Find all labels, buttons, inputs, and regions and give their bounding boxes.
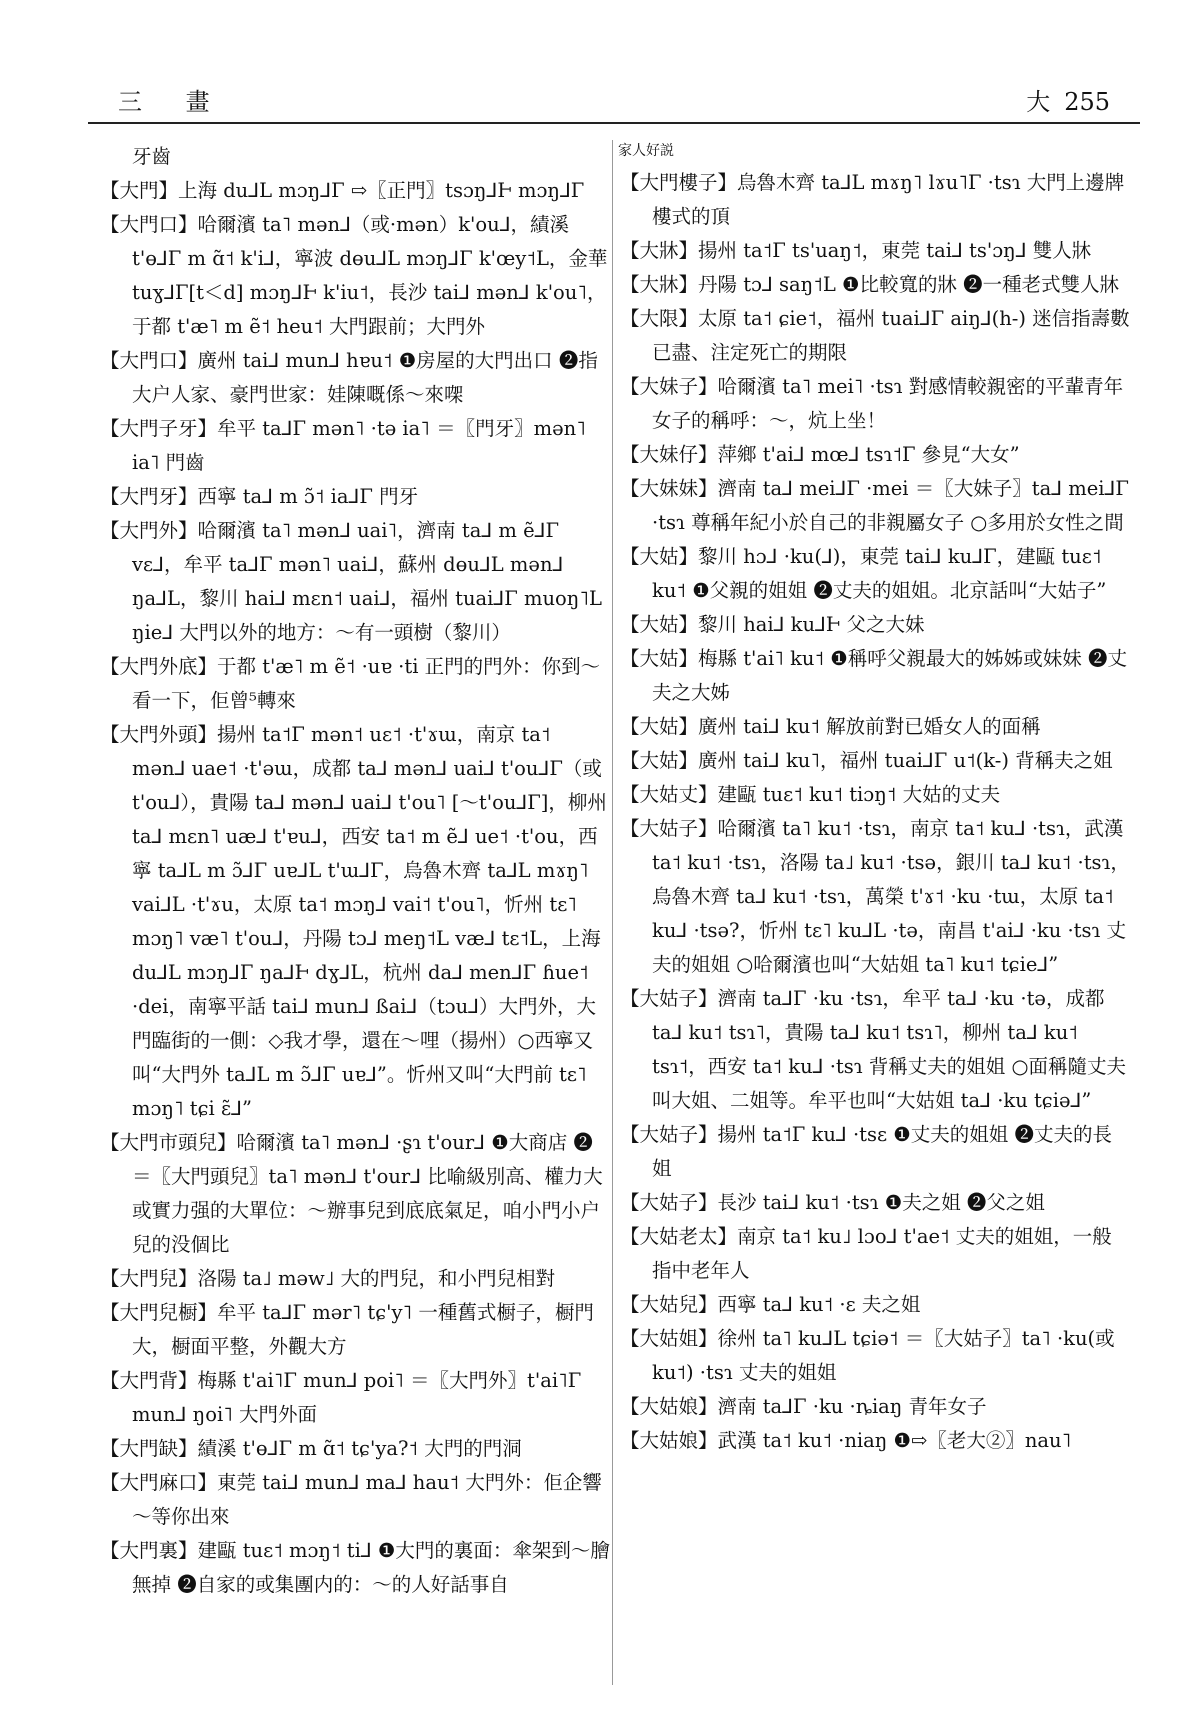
dictionary-entry: 【大門缺】績溪 t'ɵ⅃Γ m ɑ̃˦ tɕ'ya?˦ 大門的門洞 [100, 1437, 522, 1460]
dictionary-entry: 【大門裏】建甌 tuɛ˦ mɔŋ˦ ti⅃ ❶大門的裏面：傘架到～膾無掉 ❷自家的或集團内的：～的人好話事自 [100, 1539, 610, 1596]
dictionary-entry: 【大妹仔】萍鄉 t'ai⅃ mœ⅃ tsɿ˦Γ 參見“大女” [620, 443, 1020, 466]
dictionary-entry: 【大姑娘】濟南 ta⅃Γ ·ku ·ȵiaŋ 青年女子 [620, 1395, 987, 1418]
dictionary-entry: 【大牀】揚州 ta˦Γ ts'uaŋ˦，東莞 tai⅃ ts'ɔŋ⅃ 雙人牀 [620, 239, 1092, 262]
dictionary-entry: 【大姑】廣州 tai⅃ ku˥，福州 tuai⅃Γ u˦(k-) 背稱夫之姐 [620, 749, 1113, 772]
page-locator [1012, 82, 1110, 117]
dictionary-entry: 【大姑丈】建甌 tuɛ˦ ku˦ tiɔŋ˦ 大姑的丈夫 [620, 783, 1001, 806]
dictionary-entry: 【大門樓子】烏魯木齊 ta⅃L mɤŋ˥ lɤu˥Γ ·tsɿ 大門上邊牌樓式的頂 [620, 171, 1125, 228]
dictionary-entry: 【大姑姐】徐州 ta˥ ku⅃L tɕiə˦ ＝〖大姑子〗ta˥ ·ku(或ku˦) ·tsɿ 丈夫的姐姐 [620, 1327, 1115, 1384]
dictionary-entry: 【大妹妹】濟南 ta⅃ mei⅃Γ ·mei ＝〖大妹子〗ta⅃ mei⅃Γ ·tsɿ 尊稱年紀小於自己的非親屬女子 ○多用於女性之間 [620, 477, 1129, 534]
entry-continuation: 家人好説 [618, 143, 674, 159]
dictionary-entry: 【大門口】哈爾濱 ta˥ mən⅃（或·mən）k'ou⅃，績溪 t'ɵ⅃Γ m ɑ̃˦ k'i⅃，寧波 dɵu⅃L mɔŋ⅃Γ k'œy˦L，金華 tuɣ⅃Γ[t＜d] mɔŋ⅃Ͱ k'iu˦，長沙 tai⅃ mən⅃ k'ou˥，于都 t'æ˥ m ẽ˦ heu˦ 大門跟前；大門外 [100, 213, 608, 338]
dictionary-entry: 【大門外底】于都 t'æ˥ m ẽ˦ ·uɐ ·ti 正門的門外：你到～看一下，佢曾⁵轉來 [100, 655, 601, 712]
page-header [88, 80, 1140, 124]
dictionary-entry: 【大門牙】西寧 ta⅃ m ɔ̃˦ ia⅃Γ 門牙 [100, 485, 419, 508]
dictionary-entry: 【大姑娘】武漢 ta˦ ku˦ ·niaŋ ❶⇨〖老大②〗nau˥ [620, 1429, 1072, 1452]
dictionary-entry: 【大姑子】哈爾濱 ta˥ ku˦ ·tsɿ，南京 ta˦ ku⅃ ·tsɿ，武漢 ta˦ ku˦ ·tsɿ，洛陽 ta˩ ku˦ ·tsə，銀川 ta⅃ ku˦ ·tsɿ，烏魯木齊 ta⅃ ku˦ ·tsɿ，萬榮 t'ɤ˦ ·ku ·tɯ，太原 ta˦ ku⅃ ·tsə?，忻州 tɛ˥ ku⅃L ·tə，南昌 t'ai⅃ ·ku ·tsɿ 丈夫的姐姐 ○哈爾濱也叫“大姑姐 ta˥ ku˦ tɕie⅃” [620, 817, 1130, 976]
dictionary-entry: 【大門兒】洛陽 ta˩ məw˩ 大的門兒，和小門兒相對 [100, 1267, 556, 1290]
dictionary-entry: 【大姑老太】南京 ta˦ ku˩ lɔo⅃ t'ae˦ 丈夫的姐姐，一般指中老年人 [620, 1225, 1112, 1282]
dictionary-entry: 【大門麻口】東莞 tai⅃ mun⅃ ma⅃ hau˦ 大門外：佢企響～等你出來 [100, 1471, 602, 1528]
dictionary-entry: 【大姑】廣州 tai⅃ ku˦ 解放前對已婚女人的面稱 [620, 715, 1041, 738]
dictionary-entry: 【大門外頭】揚州 ta˦Γ mən˦ uɛ˦ ·t'ɤɯ，南京 ta˦ mən⅃ uae˦ ·t'əɯ，成都 ta⅃ mən⅃ uai⅃ t'ou⅃Γ（或 t'ou⅃），貴陽 ta⅃ mən⅃ uai⅃ t'ou˥ [～t'ou⅃Γ]，柳州 ta⅃ mɛn˥ uæ⅃ t'ɐu⅃，西安 ta˦ m ẽ⅃ ue˦ ·t'ou，西寧 ta⅃L m ɔ̃⅃Γ uɐ⅃L t'ɯ⅃Γ，烏魯木齊 ta⅃L mɤŋ˥ vai⅃L ·t'ɤu，太原 ta˦ mɔŋ⅃ vai˦ t'ou˥，忻州 tɛ˥ mɔŋ˥ væ˥ t'ou⅃，丹陽 tɔ⅃ meŋ˦L væ⅃ tɛ˦L，上海 du⅃L mɔŋ⅃Γ ŋa⅃Ͱ dɣ⅃L，杭州 da⅃ men⅃Γ ɦue˦ ·dei，南寧平話 tai⅃ mun⅃ ßai⅃（tɔu⅃）大門外，大門臨街的一側：◇我才學，還在～哩（揚州）○西寧又叫“大門外 ta⅃L m ɔ̃⅃Γ uɐ⅃”。忻州又叫“大門前 tɛ˥ mɔŋ˥ tɕi ɛ̃⅃” [100, 723, 607, 1120]
headword-char: 大 [1026, 88, 1051, 116]
column-divider [612, 140, 613, 1685]
dictionary-entry: 【大門市頭兒】哈爾濱 ta˥ mən⅃ ·ʂɿ t'our⅃ ❶大商店 ❷＝〖大門頭兒〗ta˥ mən⅃ t'our⅃ 比喻級別高、權力大或實力强的大單位：～辦事兒到底底氣足，咱小門小户兒的没個比 [100, 1131, 603, 1256]
dictionary-entry: 【大姑子】濟南 ta⅃Γ ·ku ·tsɿ，牟平 ta⅃ ·ku ·tə，成都 ta⅃ ku˦ tsɿ˥，貴陽 ta⅃ ku˦ tsɿ˥，柳州 ta⅃ ku˦ tsɿ˦，西安 ta˦ ku⅃ ·tsɿ 背稱丈夫的姐姐 ○面稱隨丈夫叫大姐、二姐等。牟平也叫“大姑姐 ta⅃ ·ku tɕiə⅃” [620, 987, 1126, 1112]
dictionary-entry: 【大門口】廣州 tai⅃ mun⅃ hɐu˦ ❶房屋的大門出口 ❷指大户人家、豪門世家：娃陳嘅係～來㗎 [100, 349, 598, 406]
dictionary-entry: 【大門】上海 du⅃L mɔŋ⅃Γ ⇨〖正門〗tsɔŋ⅃Ͱ mɔŋ⅃Γ [100, 179, 585, 202]
dictionary-entry: 【大姑兒】西寧 ta⅃ ku˦ ·ɛ 夫之姐 [620, 1293, 921, 1316]
dictionary-entry: 【大姑子】長沙 tai⅃ ku˦ ·tsɿ ❶夫之姐 ❷父之姐 [620, 1191, 1045, 1214]
dictionary-entry: 【大限】太原 ta˦ ɕie˦，福州 tuai⅃Γ aiŋ⅃(h-) 迷信指壽數已盡、注定死亡的期限 [620, 307, 1130, 364]
dictionary-entry: 【大門兒橱】牟平 ta⅃Γ mər˥ tɕ'y˥ 一種舊式橱子，橱門大，橱面平整，外觀大方 [100, 1301, 594, 1358]
dictionary-entry: 【大姑子】揚州 ta˦Γ ku⅃ ·tsɛ ❶丈夫的姐姐 ❷丈夫的長姐 [620, 1123, 1112, 1180]
entry-continuation: 牙齒 [132, 145, 172, 168]
dictionary-entry: 【大門外】哈爾濱 ta˥ mən⅃ uai˥，濟南 ta⅃ m ẽ⅃Γ vɛ⅃，牟平 ta⅃Γ mən˥ uai⅃，蘇州 dɵu⅃L mən⅃ ŋa⅃L，黎川 hai⅃ mɛn˦ uai⅃，福州 tuai⅃Γ muoŋ˥L ŋie⅃ 大門以外的地方：～有一頭樹（黎川） [100, 519, 602, 644]
dictionary-entry: 【大牀】丹陽 tɔ⅃ saŋ˦L ❶比較寬的牀 ❷一種老式雙人牀 [620, 273, 1120, 296]
left-column [100, 140, 610, 1602]
dictionary-entry: 【大妹子】哈爾濱 ta˥ mei˥ ·tsɿ 對感情較親密的平輩青年女子的稱呼：～，炕上坐！ [620, 375, 1124, 432]
dictionary-entry: 【大門背】梅縣 t'ai˥Γ mun⅃ poi˥ ＝〖大門外〗t'ai˥Γ mun⅃ ŋoi˥ 大門外面 [100, 1369, 582, 1426]
dictionary-entry: 【大姑】黎川 hɔ⅃ ·ku(⅃)，東莞 tai⅃ ku⅃Γ，建甌 tuɛ˦ ku˦ ❶父親的姐姐 ❷丈夫的姐姐。北京話叫“大姑子” [620, 545, 1107, 602]
page-number: 255 [1064, 88, 1110, 116]
dictionary-entry: 【大姑】梅縣 t'ai˥ ku˦ ❶稱呼父親最大的姊姊或妹妹 ❷丈夫之大姊 [620, 647, 1127, 704]
dictionary-entry: 【大姑】黎川 hai⅃ ku⅃Ͱ 父之大妹 [620, 613, 925, 636]
right-column [620, 140, 1130, 1458]
dictionary-entry: 【大門子牙】牟平 ta⅃Γ mən˥ ·tə ia˥ ＝〖門牙〗mən˥ ia˥ 門齒 [100, 417, 586, 474]
section-title: 三 畫 [118, 88, 228, 116]
